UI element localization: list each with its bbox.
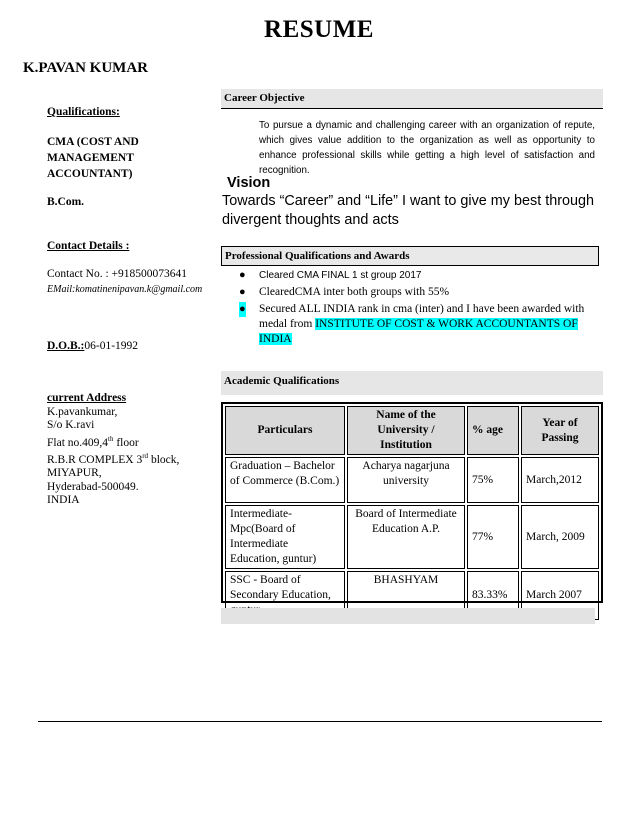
address-heading: current Address xyxy=(47,392,127,404)
cell-particulars: Graduation – Bachelor of Commerce (B.Com.) xyxy=(225,457,345,503)
dob-label: D.O.B.: xyxy=(47,340,85,352)
bullet-icon: ● xyxy=(239,303,246,315)
grey-strip xyxy=(221,608,595,624)
awards-heading: Professional Qualifications and Awards xyxy=(221,246,599,266)
address-line: R.B.R COMPLEX 3rd block, xyxy=(47,451,180,466)
contact-number-label: Contact No. xyxy=(47,268,106,280)
bullet-icon: ● xyxy=(239,269,246,281)
career-objective-text: To pursue a dynamic and challenging career with an organization of repute, which gives value addition to the organization as well as opportunity to enhance professional skills while getting a high level of satisfaction and recognition. xyxy=(259,120,595,176)
contact-number xyxy=(47,266,187,282)
cell-percent: 75% xyxy=(467,457,519,503)
email-address[interactable]: EMail:komatinenipavan.k@gmail.com xyxy=(47,284,203,295)
qualification-cma xyxy=(47,134,139,182)
bullet-icon: ● xyxy=(239,286,246,298)
academic-table-frame xyxy=(221,402,603,603)
table-row xyxy=(225,457,599,503)
current-address xyxy=(47,392,179,508)
cell-year: March, 2009 xyxy=(521,505,599,569)
award-item: ● Secured ALL INDIA rank in cma (inter) and I have been awarded with medal from INSTITUTE OF COST & WORK ACCOUNTANTS OF INDIA xyxy=(239,303,585,345)
academic-heading: Academic Qualifications xyxy=(221,371,603,395)
table-row xyxy=(225,505,599,569)
cell-percent: 77% xyxy=(467,505,519,569)
academic-table xyxy=(223,404,601,622)
column-header-percent: % age xyxy=(467,406,519,455)
column-header-particulars: Particulars xyxy=(225,406,345,455)
cell-institution: BHASHYAM xyxy=(347,571,465,620)
cell-institution: Acharya nagarjuna university xyxy=(347,457,465,503)
address-line: MIYAPUR, xyxy=(47,467,102,480)
career-objective-heading: Career Objective xyxy=(221,89,603,109)
cell-percent: 83.33% xyxy=(467,571,519,620)
table-header-row xyxy=(225,406,599,455)
award-item: ● ClearedCMA inter both groups with 55% xyxy=(239,286,450,298)
vision-text: Towards “Career” and “Life” I want to give my best through divergent thoughts and acts xyxy=(222,193,594,228)
address-line: S/o K.ravi xyxy=(47,419,95,431)
address-line: Flat no.409,4th floor xyxy=(47,434,139,449)
cell-institution: Board of Intermediate Education A.P. xyxy=(347,505,465,569)
qualification-cma-line3: ACCOUNTANT) xyxy=(47,168,133,180)
institute-highlight: INSTITUTE OF COST & WORK ACCOUNTANTS OF INDIA xyxy=(259,318,578,345)
cell-year: March,2012 xyxy=(521,457,599,503)
cell-year: March 2007 xyxy=(521,571,599,620)
date-of-birth xyxy=(47,338,138,354)
award-item: ● Cleared CMA FINAL 1 st group 2017 xyxy=(239,269,422,281)
candidate-name: K.PAVAN KUMAR xyxy=(23,60,149,76)
qualification-cma-line1: CMA (COST AND xyxy=(47,136,139,148)
address-line: INDIA xyxy=(47,494,80,507)
contact-number-value: : +918500073641 xyxy=(105,268,188,280)
contact-heading: Contact Details : xyxy=(47,240,130,252)
cell-particulars: Intermediate-Mpc(Board of Intermediate Education, guntur) xyxy=(225,505,345,569)
qualifications-heading: Qualifications: xyxy=(47,106,120,118)
address-line: K.pavankumar, xyxy=(47,405,118,418)
qualification-bcom: B.Com. xyxy=(47,196,85,208)
qualification-cma-line2: MANAGEMENT xyxy=(47,152,134,164)
resume-title: RESUME xyxy=(264,16,374,43)
vision-heading: Vision xyxy=(227,175,271,191)
footer-divider xyxy=(38,721,602,722)
cell-particulars: SSC - Board of Secondary Education, xyxy=(225,571,345,620)
dob-value: 06-01-1992 xyxy=(84,340,139,352)
column-header-institution: Name of the University / Institution xyxy=(347,406,465,455)
column-header-year: Year of Passing xyxy=(521,406,599,455)
awards-list xyxy=(227,268,597,349)
address-line: Hyderabad-500049. xyxy=(47,480,139,493)
